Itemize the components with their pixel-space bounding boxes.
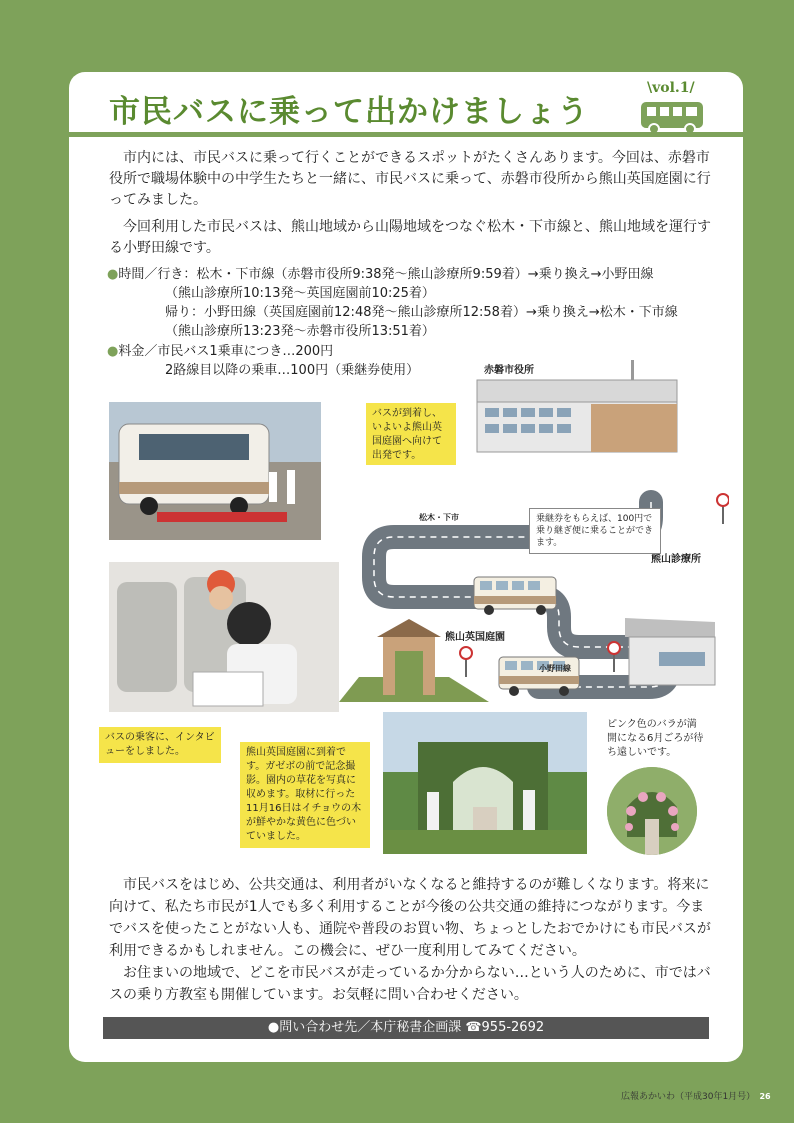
outro-text-2: お住まいの地域で、どこを市民バスが走っているか分からない…という人のために、市ではバスの乗り方教室も開催しています。お気軽に問い合わせください。 (109, 965, 711, 1003)
contact-bar: ●問い合わせ先／本庁秘書企画課 ☎955-2692 (103, 1017, 709, 1039)
bus2-label: 小野田線 (539, 664, 571, 673)
intro-text-2: 今回利用した市民バスは、熊山地域から山陽地域をつなぐ松木・下市線と、熊山地域を運行する小野田線です。 (109, 219, 711, 256)
note-garden-arrival: 熊山英国庭園に到着です。ガゼボの前で記念撮影。園内の草花を写真に収めます。取材に行った11月16日はイチョウの木が鮮やかな黄色に色づいていました。 (240, 742, 370, 848)
city-hall-label: 赤磐市役所 (484, 365, 534, 376)
fare-bullet: ● (107, 344, 119, 359)
publication-name: 広報あかいわ（平成30年1月号） (621, 1092, 756, 1102)
photo-bus-arrival-image (109, 402, 321, 540)
time-outbound-2: （熊山診療所10:13発〜英国庭園前10:25着） (165, 286, 435, 301)
return-label: 帰り： (165, 305, 205, 320)
photo-roses (607, 767, 697, 855)
photo-bus-arrival (109, 402, 321, 540)
time-label: 時間／行き： (118, 267, 197, 282)
note-roses: ピンク色のバラが満開になる6月ごろが待ち遠しいです。 (601, 714, 711, 764)
transfer-note: 乗継券をもらえば、100円で乗り継ぎ便に乗ることができます。 (529, 508, 661, 554)
page-footer (621, 1089, 772, 1104)
note-interview: バスの乗客に、インタビューをしました。 (99, 727, 221, 763)
page-title: 市民バスに乗って出かけましょう (109, 94, 589, 130)
intro-paragraph-2 (109, 217, 715, 259)
note-bus-arrived: バスが到着し、いよいよ熊山英国庭園へ向けて出発です。 (366, 403, 456, 465)
clinic-label: 熊山診療所 (651, 554, 701, 565)
fare-line-1: 市民バス1乗車につき…200円 (157, 344, 334, 359)
return-line-2: （熊山診療所13:23発〜赤磐市役所13:51着） (165, 324, 435, 339)
route-map-lower (339, 607, 629, 712)
time-outbound-1: 松木・下市線（赤磐市役所9:38発〜熊山診療所9:59着）→乗り換え→小野田線 (196, 267, 654, 282)
gazebo (377, 619, 441, 695)
intro-paragraph-1 (109, 148, 715, 211)
intro-text-1: 市内には、市民バスに乗って行くことができるスポットがたくさんあります。今回は、赤磐市役所で職場体験中の中学生たちと一緒に、市民バスに乗って、赤磐市役所から熊山英国庭園に行ってみました。 (109, 150, 711, 208)
page-number: 26 (758, 1090, 772, 1104)
outro-text-1: 市民バスをはじめ、公共交通は、利用者がいなくなると維持するのが難しくなります。将来に向けて、私たち市民が1人でも多く利用することが今後の公共交通の維持につながります。今までバスを使ったことがない人も、通院や普段のお買い物、ちょっとしたおでかけにも市民バスが利用できるかもしれません。この機会に、ぜひ一度利用してみてください。 (109, 877, 711, 959)
return-row (165, 303, 678, 323)
return-line-1: 小野田線（英国庭園前12:48発〜熊山診療所12:58着）→乗り換え→松木・下市線 (204, 305, 678, 320)
time-bullet: ● (107, 267, 119, 282)
fare-line-2: 2路線目以降の乗車…100円（乗継券使用） (165, 363, 420, 378)
bus-stop-city-hall (717, 494, 729, 524)
photo-interview (109, 562, 339, 712)
title-rule (69, 132, 743, 137)
garden-label: 熊山英国庭園 (445, 632, 505, 643)
bus-stop-garden (460, 647, 472, 677)
fare-row (107, 342, 333, 362)
volume-label: \vol.1/ (647, 80, 695, 96)
article-card (69, 72, 743, 1062)
outro-paragraph-2 (109, 962, 715, 1006)
bus1-label: 松木・下市 (419, 513, 459, 522)
clinic-building (625, 618, 715, 685)
photo-roses-image (607, 767, 697, 855)
photo-garden-gazebo-image (383, 712, 587, 854)
time-row (107, 265, 654, 285)
photo-interview-image (109, 562, 339, 712)
bus-icon (639, 100, 705, 136)
photo-garden-gazebo (383, 712, 587, 854)
fare-label: 料金／ (118, 344, 158, 359)
outro-paragraph-1 (109, 874, 715, 962)
